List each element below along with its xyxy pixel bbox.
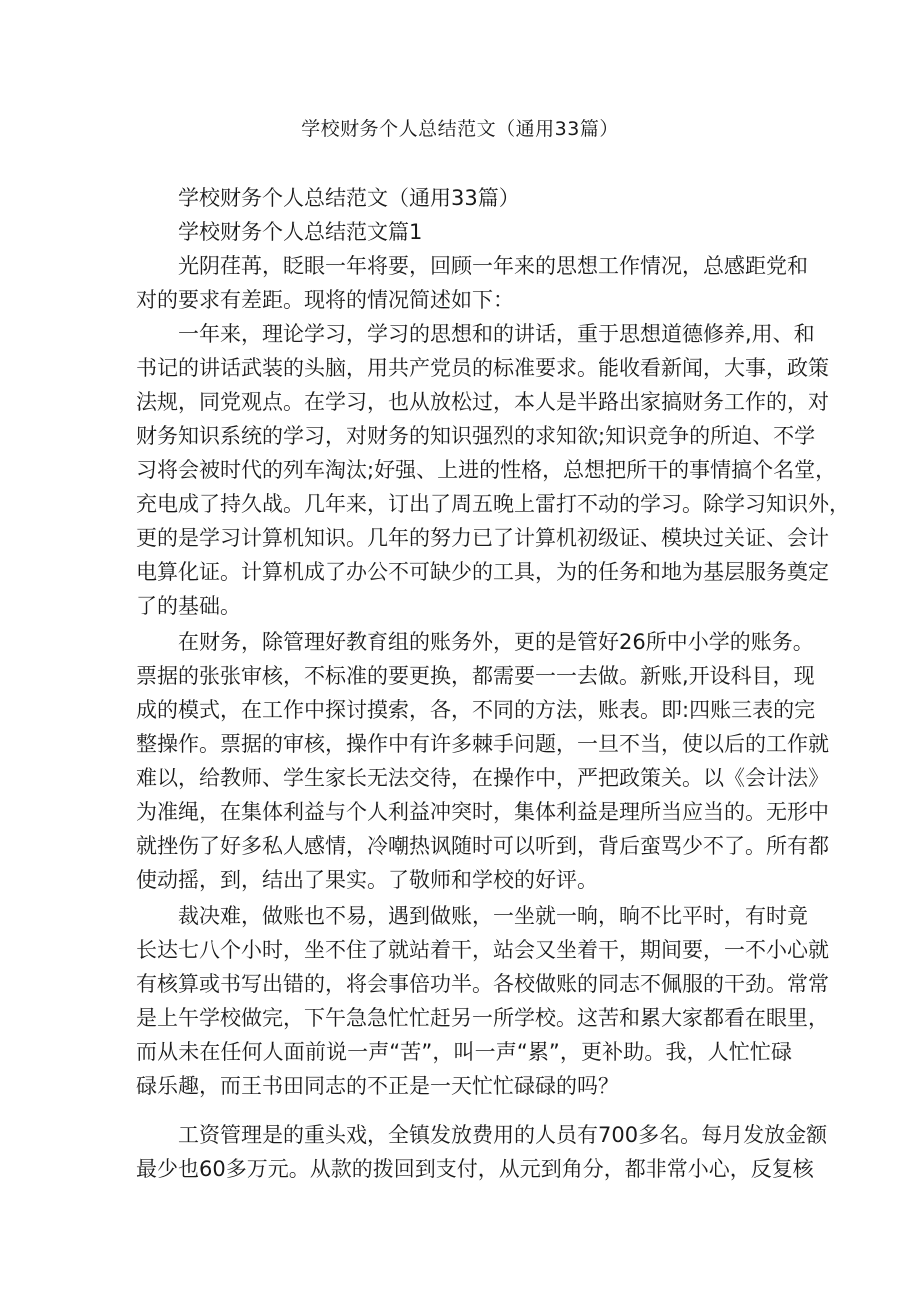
text-line: 就挫伤了好多私人感情，冷嘲热讽随时可以听到，背后蛮骂少不了。所有都 [136,834,829,858]
text-line: 书记的讲话武装的头脑，用共产党员的标准要求。能收看新闻，大事，政策 [136,356,829,380]
text-line: 学校财务个人总结范文（通用33篇） [178,186,520,210]
text-line: 长达七八个小时，坐不住了就站着干，站会又坐着干，期间要，一不小心就 [136,938,829,962]
text-line: 整操作。票据的审核，操作中有许多棘手问题，一旦不当，使以后的工作就 [136,732,829,756]
text-line: 充电成了持久战。几年来，订出了周五晚上雷打不动的学习。除学习知识外， [136,492,850,516]
text-line: 在财务，除管理好教育组的账务外，更的是管好26所中小学的账务。 [178,630,814,654]
text-line: 工资管理是的重头戏，全镇发放费用的人员有700多名。每月发放金额 [178,1123,828,1147]
text-line: 了的基础。 [136,594,241,618]
text-line: 学校财务个人总结范文篇1 [178,220,423,244]
text-line: 习将会被时代的列车淘汰;好强、上进的性格，总想把所干的事情搞个名堂， [136,458,837,482]
text-line: 电算化证。计算机成了办公不可缺少的工具，为的任务和地为基层服务奠定 [136,560,829,584]
text-line: 难以，给教师、学生家长无法交待，在操作中，严把政策关。以《会计法》 [136,766,829,790]
text-line: 法规，同党观点。在学习，也从放松过，本人是半路出家搞财务工作的，对 [136,390,829,414]
text-line: 对的要求有差距。现将的情况简述如下： [136,288,514,312]
text-line: 更的是学习计算机知识。几年的努力已了计算机初级证、模块过关证、会计 [136,526,829,550]
text-line: 裁决难，做账也不易，遇到做账，一坐就一晌，晌不比平时，有时竟 [178,904,808,928]
text-line: 光阴荏苒，眨眼一年将要，回顾一年来的思想工作情况，总感距党和 [178,254,808,278]
text-line: 是上午学校做完，下午急急忙忙赶另一所学校。这苦和累大家都看在眼里， [136,1006,829,1030]
text-line: 财务知识系统的学习，对财务的知识强烈的求知欲;知识竞争的所迫、不学 [136,424,816,448]
text-line: 为准绳，在集体利益与个人利益冲突时，集体利益是理所当应当的。无形中 [136,800,829,824]
text-line: 而从未在任何人面前说一声“苦”，叫一声“累”，更补助。我，人忙忙碌 [136,1040,792,1064]
text-line: 有核算或书写出错的，将会事倍功半。各校做账的同志不佩服的干劲。常常 [136,972,829,996]
text-line: 成的模式，在工作中探讨摸索，各，不同的方法，账表。即:四账三表的完 [136,698,816,722]
text-line: 一年来，理论学习，学习的思想和的讲话，重于思想道德修养,用、和 [178,322,815,346]
text-line: 最少也60多万元。从款的拨回到支付，从元到角分，都非常小心，反复核 [136,1157,814,1181]
text-line: 票据的张张审核，不标准的要更换，都需要一一去做。新账,开设科目，现 [136,664,815,688]
text-line: 碌乐趣，而王书田同志的不正是一天忙忙碌碌的吗？ [136,1074,619,1098]
text-line: 使动摇，到，结出了果实。了敬师和学校的好评。 [136,868,598,892]
document-title: 学校财务个人总结范文（通用33篇） [301,118,619,140]
